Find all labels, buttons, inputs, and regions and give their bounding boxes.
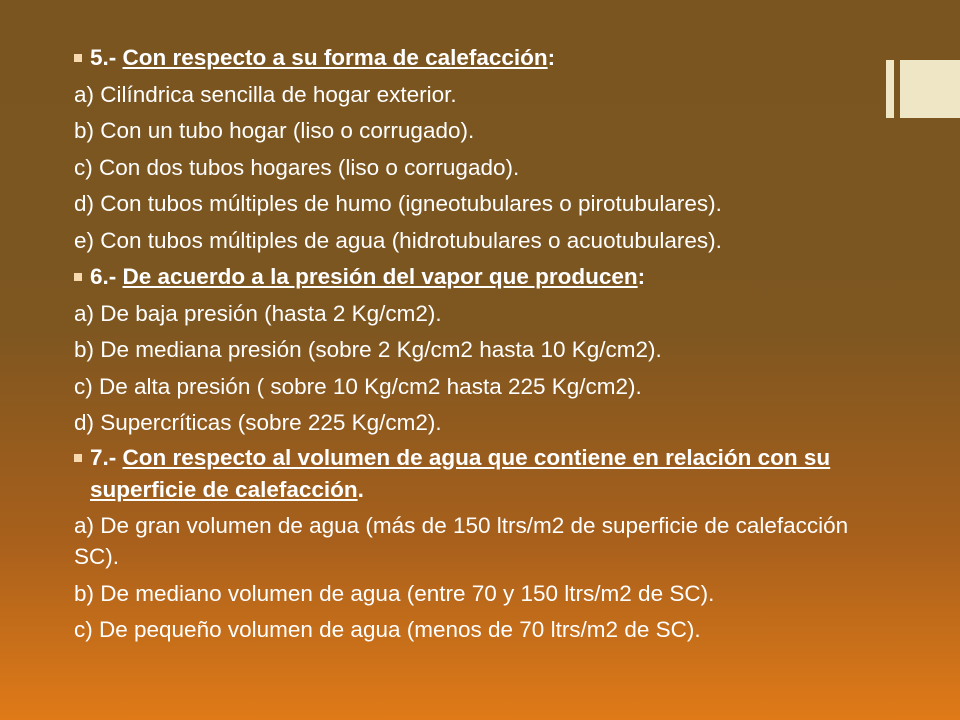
list-item: d) Supercríticas (sobre 225 Kg/cm2). [74, 410, 442, 435]
section-number: 6.- [90, 264, 123, 289]
list-item: b) De mediana presión (sobre 2 Kg/cm2 hasta 10 Kg/cm2). [74, 337, 662, 362]
list-item: d) Con tubos múltiples de humo (igneotubulares o pirotubulares). [74, 191, 722, 216]
section-suffix: : [547, 45, 556, 70]
section-number: 5.- [90, 45, 123, 70]
section-title: Con respecto a su forma de calefacción [122, 45, 548, 70]
section-suffix: . [357, 476, 364, 502]
section-heading-5 [74, 40, 884, 77]
section-heading-7 [74, 442, 884, 506]
decorative-square [900, 60, 960, 118]
list-item: c) Con dos tubos hogares (liso o corrugado). [74, 154, 520, 180]
list-item: c) De alta presión ( sobre 10 Kg/cm2 hasta 225 Kg/cm2). [74, 373, 642, 399]
square-bullet-icon [74, 454, 82, 462]
list-item: a) De baja presión (hasta 2 Kg/cm2). [74, 300, 442, 326]
list-item: b) De mediano volumen de agua (entre 70 y 150 ltrs/m2 de SC). [74, 580, 715, 606]
square-bullet-icon [74, 273, 82, 281]
section-number: 7.- [90, 444, 123, 470]
slide-content [74, 40, 884, 649]
decorative-bar [886, 60, 894, 118]
list-item: e) Con tubos múltiples de agua (hidrotubulares o acuotubulares). [74, 227, 722, 253]
list-item: a) Cilíndrica sencilla de hogar exterior. [74, 81, 457, 107]
section-title: Con respecto al volumen de agua que contiene en relación con su superficie de calefacción [90, 444, 831, 502]
list-item: a) De gran volumen de agua (más de 150 ltrs/m2 de superficie de calefacción SC). [74, 512, 849, 569]
section-suffix: : [637, 264, 646, 289]
section-title: De acuerdo a la presión del vapor que producen [122, 264, 638, 289]
list-item: c) De pequeño volumen de agua (menos de 70 ltrs/m2 de SC). [74, 617, 701, 642]
list-item: b) Con un tubo hogar (liso o corrugado). [74, 118, 475, 143]
section-heading-6 [74, 259, 884, 296]
square-bullet-icon [74, 54, 82, 62]
